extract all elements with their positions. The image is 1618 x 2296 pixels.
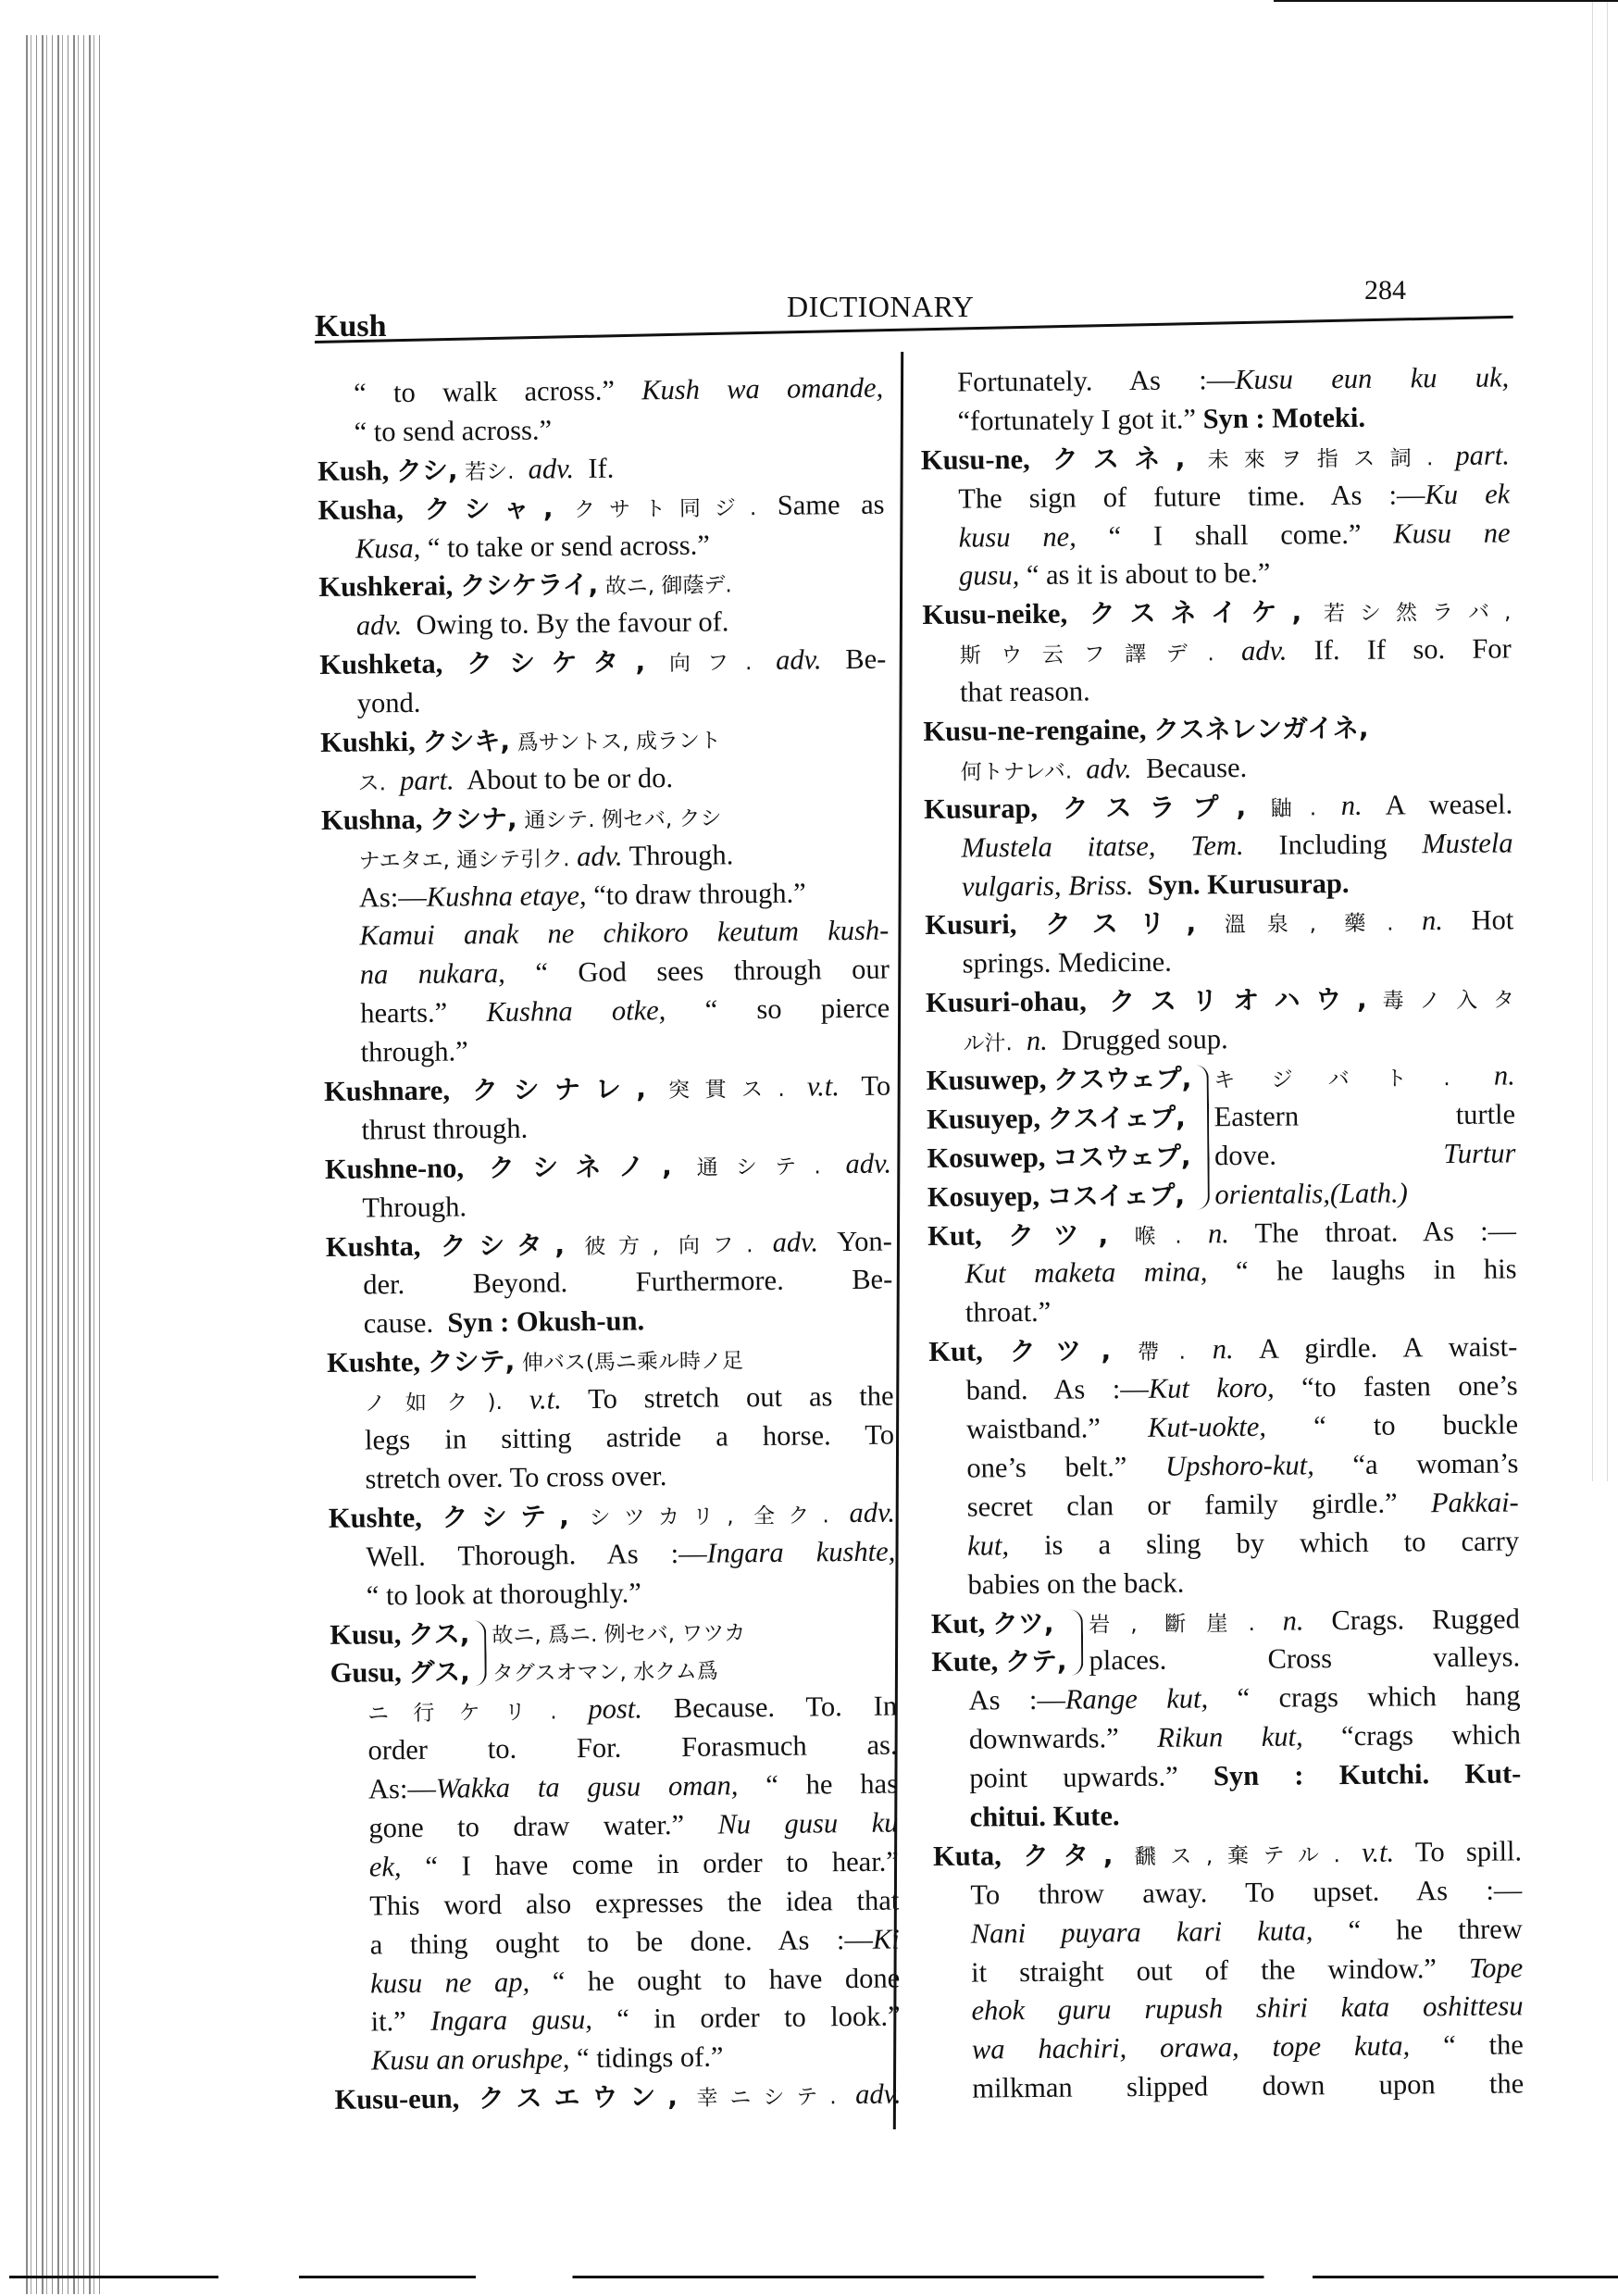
definition: yond. bbox=[356, 686, 421, 719]
headword: Kusha, bbox=[317, 493, 404, 526]
headword: Kushne-no, bbox=[324, 1152, 465, 1185]
japanese-gloss: 未來ヲ指ス詞. bbox=[1207, 445, 1434, 473]
top-edge-rule bbox=[1274, 0, 1618, 2]
example: Kut koro, bbox=[1148, 1371, 1275, 1405]
headword: Kusuri-ohau, bbox=[925, 985, 1087, 1019]
headword: Kusuwep, bbox=[926, 1063, 1047, 1097]
example: kusu ne ap, bbox=[370, 1965, 530, 2000]
headword: Kusuri, bbox=[925, 908, 1017, 942]
example: Nu gusu ku bbox=[717, 1806, 899, 1841]
translation: “ I have come in order to hear.” bbox=[425, 1845, 900, 1882]
part-of-speech: adv. bbox=[1240, 634, 1288, 668]
translation: “ as it is about to be.” bbox=[1026, 557, 1271, 592]
definition: Crags. Rugged bbox=[1331, 1602, 1521, 1636]
kana: クスネ, bbox=[1052, 443, 1186, 475]
definition: band. As :— bbox=[965, 1373, 1149, 1406]
part-of-speech: v.t. bbox=[806, 1070, 840, 1103]
part-of-speech: n. bbox=[1282, 1603, 1304, 1637]
headword: Kushnare, bbox=[323, 1074, 451, 1107]
example: Wakka ta gusu oman, bbox=[435, 1769, 739, 1804]
headword: Kusurap, bbox=[924, 792, 1039, 825]
example: kusu ne, bbox=[958, 520, 1077, 554]
example: gusu, bbox=[958, 559, 1020, 593]
synonym: Syn : Okush-un. bbox=[447, 1304, 645, 1339]
entry-kushkerai bbox=[318, 563, 886, 646]
kana: クスリオハウ, bbox=[1109, 984, 1367, 1017]
example: Ingara kushte, bbox=[706, 1535, 896, 1569]
part-of-speech: adv. bbox=[854, 2078, 902, 2111]
definition: Including bbox=[1278, 828, 1388, 861]
entry-kusuwep bbox=[927, 1056, 1516, 1217]
kana: グス, bbox=[408, 1656, 470, 1689]
entry-kushketa bbox=[319, 641, 887, 724]
kana: クスエウン, bbox=[478, 2081, 678, 2115]
entry-kushki bbox=[320, 718, 888, 802]
as-marker: As :— bbox=[968, 1683, 1066, 1716]
definition: Same as bbox=[777, 488, 885, 521]
kana: クシケライ, bbox=[459, 569, 599, 602]
definition: dove. bbox=[1214, 1139, 1277, 1172]
kana: クスラプ, bbox=[1062, 791, 1247, 824]
right-column bbox=[920, 358, 1524, 2109]
japanese-gloss: 若シ然ラバ, bbox=[1323, 600, 1512, 627]
entry-continuation bbox=[920, 358, 1510, 441]
headword: Kusu-ne-rengaine, bbox=[923, 713, 1147, 747]
example: Rikun kut, bbox=[1157, 1720, 1303, 1753]
synonym: Syn : Kutchi. Kut- bbox=[1213, 1757, 1522, 1792]
scientific-name: Turtur bbox=[1443, 1137, 1516, 1169]
definition: Because. To. In bbox=[673, 1690, 898, 1725]
japanese-gloss: 岩, 斷崖. bbox=[1089, 1611, 1255, 1637]
japanese-gloss: 飜ス,棄テル. bbox=[1134, 1842, 1341, 1869]
headword: Kut, bbox=[928, 1335, 983, 1368]
translation: gone to draw water.” bbox=[368, 1808, 685, 1844]
japanese-gloss: 向フ. bbox=[668, 651, 753, 677]
kana: クシナレ, bbox=[471, 1073, 647, 1106]
translation: “ to look at thoroughly.” bbox=[366, 1577, 642, 1612]
japanese-gloss: 溫泉, 藥. bbox=[1224, 912, 1394, 938]
entry-kusha bbox=[317, 485, 885, 568]
part-of-speech: post. bbox=[588, 1692, 643, 1726]
japanese-gloss: 喉. bbox=[1134, 1224, 1182, 1249]
part-of-speech: n. bbox=[1493, 1059, 1515, 1092]
left-column bbox=[317, 369, 902, 2120]
example: Kushna otke, bbox=[486, 994, 666, 1029]
translation: “ he laughs in his bbox=[1235, 1253, 1517, 1288]
headword: Kusu-eun, bbox=[334, 2082, 460, 2116]
translation: “ I shall come.” bbox=[1108, 518, 1362, 552]
part-of-speech: n. bbox=[1207, 1217, 1230, 1249]
part-of-speech: n. bbox=[1026, 1024, 1048, 1057]
headword: Kushkerai, bbox=[318, 569, 454, 604]
scientific-name: orientalis,(Lath.) bbox=[1214, 1177, 1408, 1210]
definition: legs in sitting astride a horse. To bbox=[364, 1418, 895, 1456]
kana: クタ, bbox=[1022, 1840, 1114, 1871]
translation: “ so pierce bbox=[704, 992, 890, 1026]
definition: If. If so. For bbox=[1313, 632, 1512, 667]
example: kut, bbox=[966, 1529, 1010, 1562]
translation: “crags which bbox=[1340, 1718, 1522, 1753]
japanese-gloss: 鼬. bbox=[1270, 796, 1317, 821]
example: ehok guru rupush shiri kata oshittesu bbox=[971, 1990, 1524, 2027]
headword: Kushna, bbox=[320, 803, 423, 836]
headword: Kush, bbox=[317, 454, 390, 487]
headword: Kut, bbox=[927, 1219, 982, 1252]
example: Kut-uokte, bbox=[1147, 1410, 1267, 1443]
part-of-speech: adv. bbox=[1086, 752, 1132, 785]
translation: throat.” bbox=[965, 1296, 1052, 1329]
definition: To bbox=[861, 1069, 891, 1102]
bottom-rule bbox=[9, 2276, 1618, 2278]
part-of-speech: adv. bbox=[576, 840, 623, 872]
definition: Fortunately. As :— bbox=[957, 364, 1236, 398]
translation: through.” bbox=[360, 1035, 468, 1068]
definition: The throat. As :— bbox=[1254, 1215, 1517, 1249]
japanese-gloss: クサト同ジ. bbox=[573, 495, 757, 522]
translation: “to draw through.” bbox=[593, 877, 806, 911]
kana: クツ, bbox=[1007, 1218, 1109, 1251]
definition: Be- bbox=[845, 643, 887, 676]
entry-kushta bbox=[326, 1222, 893, 1344]
kana: コスウェプ, bbox=[1052, 1141, 1191, 1173]
kana: クシナ, bbox=[429, 803, 517, 835]
japanese-gloss: 爲サントス, 成ラント bbox=[517, 729, 722, 755]
part-of-speech: adv. bbox=[845, 1147, 892, 1179]
part-of-speech: adv. bbox=[528, 452, 575, 485]
page-number: 284 bbox=[1364, 275, 1406, 306]
translation: babies on the back. bbox=[967, 1566, 1185, 1601]
headword: Kushta, bbox=[325, 1229, 421, 1263]
part-of-speech: v.t. bbox=[1362, 1836, 1395, 1868]
kana: クスネレンガイネ, bbox=[1152, 712, 1369, 745]
kana: クスイェプ, bbox=[1047, 1102, 1186, 1134]
translation: “fortunately I got it.” bbox=[957, 403, 1197, 437]
note: This word also expresses the idea that bbox=[369, 1884, 900, 1922]
brace bbox=[1193, 1065, 1209, 1209]
translation: is a sling by which to carry bbox=[1043, 1525, 1520, 1561]
headword: Kushketa, bbox=[319, 647, 443, 681]
translation: “ tidings of.” bbox=[576, 2040, 724, 2075]
part-of-speech: adv. bbox=[775, 643, 822, 677]
kana: クシテ, bbox=[442, 1501, 569, 1533]
translation: “ to buckle bbox=[1313, 1408, 1519, 1442]
japanese-gloss: 何トナレバ. bbox=[960, 759, 1073, 785]
entry-kush bbox=[317, 446, 884, 491]
kana: クシャ, bbox=[424, 493, 554, 525]
definition: Owing to. By the favour of. bbox=[416, 605, 729, 642]
definition: About to be or do. bbox=[467, 761, 674, 796]
example: Tope bbox=[1468, 1951, 1524, 1984]
definition: Eastern turtle bbox=[1214, 1098, 1516, 1133]
synonym: Syn : Moteki. bbox=[1202, 401, 1366, 435]
part-of-speech: adv. bbox=[355, 609, 403, 642]
japanese-gloss: 伸バス(馬ニ乘ル時ノ足 bbox=[521, 1349, 744, 1376]
part-of-speech: n. bbox=[1212, 1333, 1234, 1366]
translation: milkman slipped down upon the bbox=[972, 2067, 1525, 2104]
translation: “ crags which hang bbox=[1237, 1679, 1521, 1715]
definition: “ to walk across.” bbox=[354, 374, 616, 409]
example: Range kut, bbox=[1064, 1682, 1209, 1716]
example: Ku ek bbox=[1425, 478, 1511, 510]
example: Kamui anak ne chikoro keutum kush- bbox=[359, 915, 890, 953]
translation: it.” bbox=[370, 2005, 406, 2038]
headword: Kut, bbox=[930, 1606, 986, 1640]
kana: クシテ, bbox=[427, 1346, 516, 1379]
example: Kut maketa mina, bbox=[965, 1255, 1208, 1291]
headword: Gusu, bbox=[330, 1656, 403, 1690]
kana: コスイェプ, bbox=[1046, 1179, 1186, 1212]
entry-kusu-neike bbox=[922, 592, 1512, 713]
japanese-gloss: 故ニ, 爲ニ. 例セバ, ワツカ bbox=[492, 1620, 746, 1648]
translation: hearts.” bbox=[360, 996, 448, 1029]
example: Ingara gusu, bbox=[429, 2003, 593, 2038]
as-marker: As:— bbox=[367, 1772, 437, 1805]
kana: クツ, bbox=[991, 1607, 1054, 1639]
entry-kushne-no bbox=[325, 1144, 892, 1228]
entry-kut-girdle bbox=[928, 1329, 1520, 1605]
kana: クシ, bbox=[395, 455, 458, 486]
example: Kush wa omande, bbox=[641, 371, 884, 406]
japanese-gloss: 通シテ. 例セバ, クシ bbox=[524, 806, 722, 833]
definition: To throw away. To upset. As :— bbox=[970, 1874, 1523, 1911]
japanese-gloss: ナエタエ, 通シテ引ク. bbox=[358, 846, 570, 874]
brace bbox=[471, 1620, 487, 1687]
note: a thing ought to be done. As :— bbox=[369, 1923, 874, 1961]
definition: Well. Thorough. As :— bbox=[366, 1537, 707, 1573]
headword: Kosuyep, bbox=[927, 1179, 1040, 1213]
kana: クスリ, bbox=[1044, 907, 1197, 941]
headword: Kusu-neike, bbox=[922, 597, 1068, 631]
scientific-name: vulgaris, Briss. bbox=[961, 868, 1134, 903]
part-of-speech: n. bbox=[1421, 905, 1444, 937]
definition: The sign of future time. As :— bbox=[958, 478, 1425, 515]
synonym: Syn. Kurusurap. bbox=[1147, 867, 1350, 901]
right-edge-scan-noise bbox=[1585, 0, 1618, 1481]
entry-kushnare bbox=[324, 1067, 891, 1151]
scientific-name: Mustela itatse, Tem. bbox=[961, 829, 1244, 864]
entry-kusurap bbox=[924, 785, 1513, 906]
entry-kushte-1 bbox=[327, 1339, 895, 1500]
japanese-gloss: 幸ニシテ. bbox=[696, 2085, 837, 2111]
kana: クス, bbox=[407, 1617, 470, 1650]
page-title: DICTIONARY bbox=[787, 290, 975, 323]
definition: order to. For. Forasmuch as. bbox=[367, 1728, 898, 1766]
headword: Kushki, bbox=[319, 725, 416, 758]
translation: “to fasten one’s bbox=[1301, 1369, 1518, 1404]
synonym: chitui. Kute. bbox=[969, 1800, 1120, 1833]
kana: クスネイケ, bbox=[1089, 596, 1302, 630]
japanese-gloss: 通シテ. bbox=[696, 1154, 821, 1180]
entry-kuta bbox=[933, 1832, 1525, 2109]
translation: “ to send across.” bbox=[354, 414, 553, 448]
entry-kusu-eun bbox=[334, 2076, 901, 2120]
scientific-name: Mustela bbox=[1422, 827, 1513, 859]
definition: A weasel. bbox=[1385, 788, 1513, 821]
japanese-gloss: 故ニ, 御蔭デ. bbox=[604, 573, 732, 600]
definition: der. Beyond. Furthermore. Be- bbox=[363, 1264, 893, 1302]
definition: Because. bbox=[1145, 751, 1248, 784]
example: Kushna etaye, bbox=[426, 879, 587, 913]
translation: “ God sees through our bbox=[535, 953, 890, 989]
entry-kut-kute-crags bbox=[931, 1600, 1522, 1838]
entry-kusu-ne-rengaine bbox=[923, 707, 1512, 790]
japanese-gloss: ニ行ケリ. bbox=[367, 1700, 557, 1727]
headword: Kusu, bbox=[330, 1617, 402, 1651]
japanese-gloss: ス. bbox=[357, 771, 387, 796]
running-head: Kush bbox=[315, 309, 387, 343]
japanese-gloss: 斯ウ云フ譯デ. bbox=[959, 642, 1214, 668]
kana: クシケタ, bbox=[466, 646, 646, 680]
definition: If. bbox=[588, 452, 615, 484]
example: na nukara, bbox=[359, 957, 506, 991]
japanese-gloss: 若シ. bbox=[465, 459, 515, 485]
translation: secret clan or family girdle.” bbox=[966, 1487, 1398, 1523]
kana: クシキ, bbox=[422, 725, 511, 757]
entry-kut-throat bbox=[927, 1212, 1517, 1333]
headword: Kushte, bbox=[328, 1501, 422, 1534]
translation: downwards.” bbox=[968, 1722, 1119, 1755]
translation: “a woman’s bbox=[1352, 1447, 1519, 1480]
entry-kushte-2 bbox=[329, 1493, 896, 1616]
definition: Through. bbox=[629, 839, 734, 872]
binding-edge-scan-noise bbox=[26, 35, 102, 2294]
translation: “ he has bbox=[765, 1767, 899, 1802]
example: Kusu eun ku uk, bbox=[1235, 361, 1510, 396]
example: ek, bbox=[368, 1850, 402, 1883]
kana: クシネノ, bbox=[488, 1150, 672, 1183]
translation: “ the bbox=[1442, 2028, 1525, 2062]
cross-reference: Kusa, bbox=[355, 531, 421, 565]
definition: Through. bbox=[362, 1191, 467, 1224]
definition: A girdle. A waist- bbox=[1258, 1330, 1518, 1366]
kana: クツ, bbox=[1009, 1335, 1112, 1367]
headword: Kosuwep, bbox=[927, 1141, 1046, 1174]
headword: Kushte, bbox=[326, 1346, 421, 1379]
definition: stretch over. To cross over. bbox=[365, 1460, 667, 1495]
example: wa hachiri, orawa, tope kuta, bbox=[971, 2029, 1411, 2065]
definition: To stretch out as the bbox=[587, 1379, 894, 1416]
japanese-gloss: 突貫ス. bbox=[667, 1077, 785, 1104]
kana: クスウェプ, bbox=[1052, 1063, 1192, 1095]
example: Ki bbox=[872, 1923, 900, 1955]
japanese-gloss: 彼方, 向フ. bbox=[584, 1232, 753, 1259]
part-of-speech: v.t. bbox=[529, 1383, 562, 1416]
headword: Kusu-ne, bbox=[920, 443, 1030, 476]
example: Pakkai- bbox=[1430, 1486, 1519, 1519]
as-marker: As:— bbox=[358, 880, 427, 914]
headword: Kusuyep, bbox=[926, 1102, 1041, 1135]
japanese-gloss: タグスオマン, 水クム爲 bbox=[492, 1659, 718, 1687]
translation: “ in order to look.” bbox=[616, 2000, 901, 2036]
japanese-gloss: 毒ノ入タ bbox=[1366, 988, 1515, 1015]
definition: “ to take or send across.” bbox=[427, 529, 710, 564]
entry-kusuri-ohau bbox=[926, 980, 1515, 1062]
example: Kusu ne bbox=[1393, 517, 1511, 550]
entry-kusuri bbox=[925, 902, 1514, 984]
definition: To spill. bbox=[1414, 1835, 1523, 1868]
entry-continuation bbox=[317, 369, 884, 453]
entry-kushna bbox=[321, 795, 890, 1073]
definition: thrust through. bbox=[361, 1112, 529, 1146]
part-of-speech: adv. bbox=[849, 1496, 896, 1529]
translation: one’s belt.” bbox=[966, 1451, 1127, 1484]
japanese-gloss: 帶. bbox=[1138, 1340, 1186, 1366]
headword: Kuta, bbox=[932, 1840, 1002, 1872]
brace bbox=[1068, 1609, 1084, 1676]
translation: waistband.” bbox=[965, 1412, 1101, 1445]
part-of-speech: part. bbox=[1455, 439, 1511, 471]
part-of-speech: adv. bbox=[772, 1225, 819, 1258]
definition: places. Cross valleys. bbox=[1089, 1641, 1521, 1677]
translation: point upwards.” bbox=[969, 1760, 1178, 1794]
kana: クシタ, bbox=[440, 1229, 566, 1262]
translation: “ he threw bbox=[1348, 1913, 1523, 1946]
definition: that reason. bbox=[959, 675, 1090, 708]
example: Upshoro-kut, bbox=[1164, 1449, 1314, 1482]
japanese-gloss: ノ如ク). bbox=[364, 1391, 503, 1416]
japanese-gloss: シツカリ, 全ク. bbox=[589, 1504, 829, 1530]
example: Kusu an orushpe, bbox=[370, 2042, 570, 2077]
translation: it straight out of the window.” bbox=[971, 1952, 1438, 1989]
kana: クテ, bbox=[1004, 1646, 1067, 1678]
part-of-speech: n. bbox=[1340, 789, 1363, 821]
definition: Drugged soup. bbox=[1061, 1023, 1228, 1056]
part-of-speech: part. bbox=[399, 764, 454, 796]
definition: Hot bbox=[1471, 904, 1514, 937]
definition: springs. Medicine. bbox=[962, 946, 1172, 980]
translation: “ he ought to have done bbox=[552, 1962, 901, 1997]
definition: Yon- bbox=[837, 1225, 893, 1257]
entry-kusu-gusu bbox=[330, 1610, 901, 2081]
headword: Kute, bbox=[931, 1645, 999, 1678]
japanese-gloss: キジバト. bbox=[1214, 1067, 1450, 1093]
entry-kusu-ne bbox=[921, 436, 1511, 596]
definition: cause. bbox=[363, 1307, 434, 1340]
example: Nani puyara kari kuta, bbox=[970, 1914, 1313, 1950]
japanese-gloss: ル汁. bbox=[963, 1031, 1013, 1056]
